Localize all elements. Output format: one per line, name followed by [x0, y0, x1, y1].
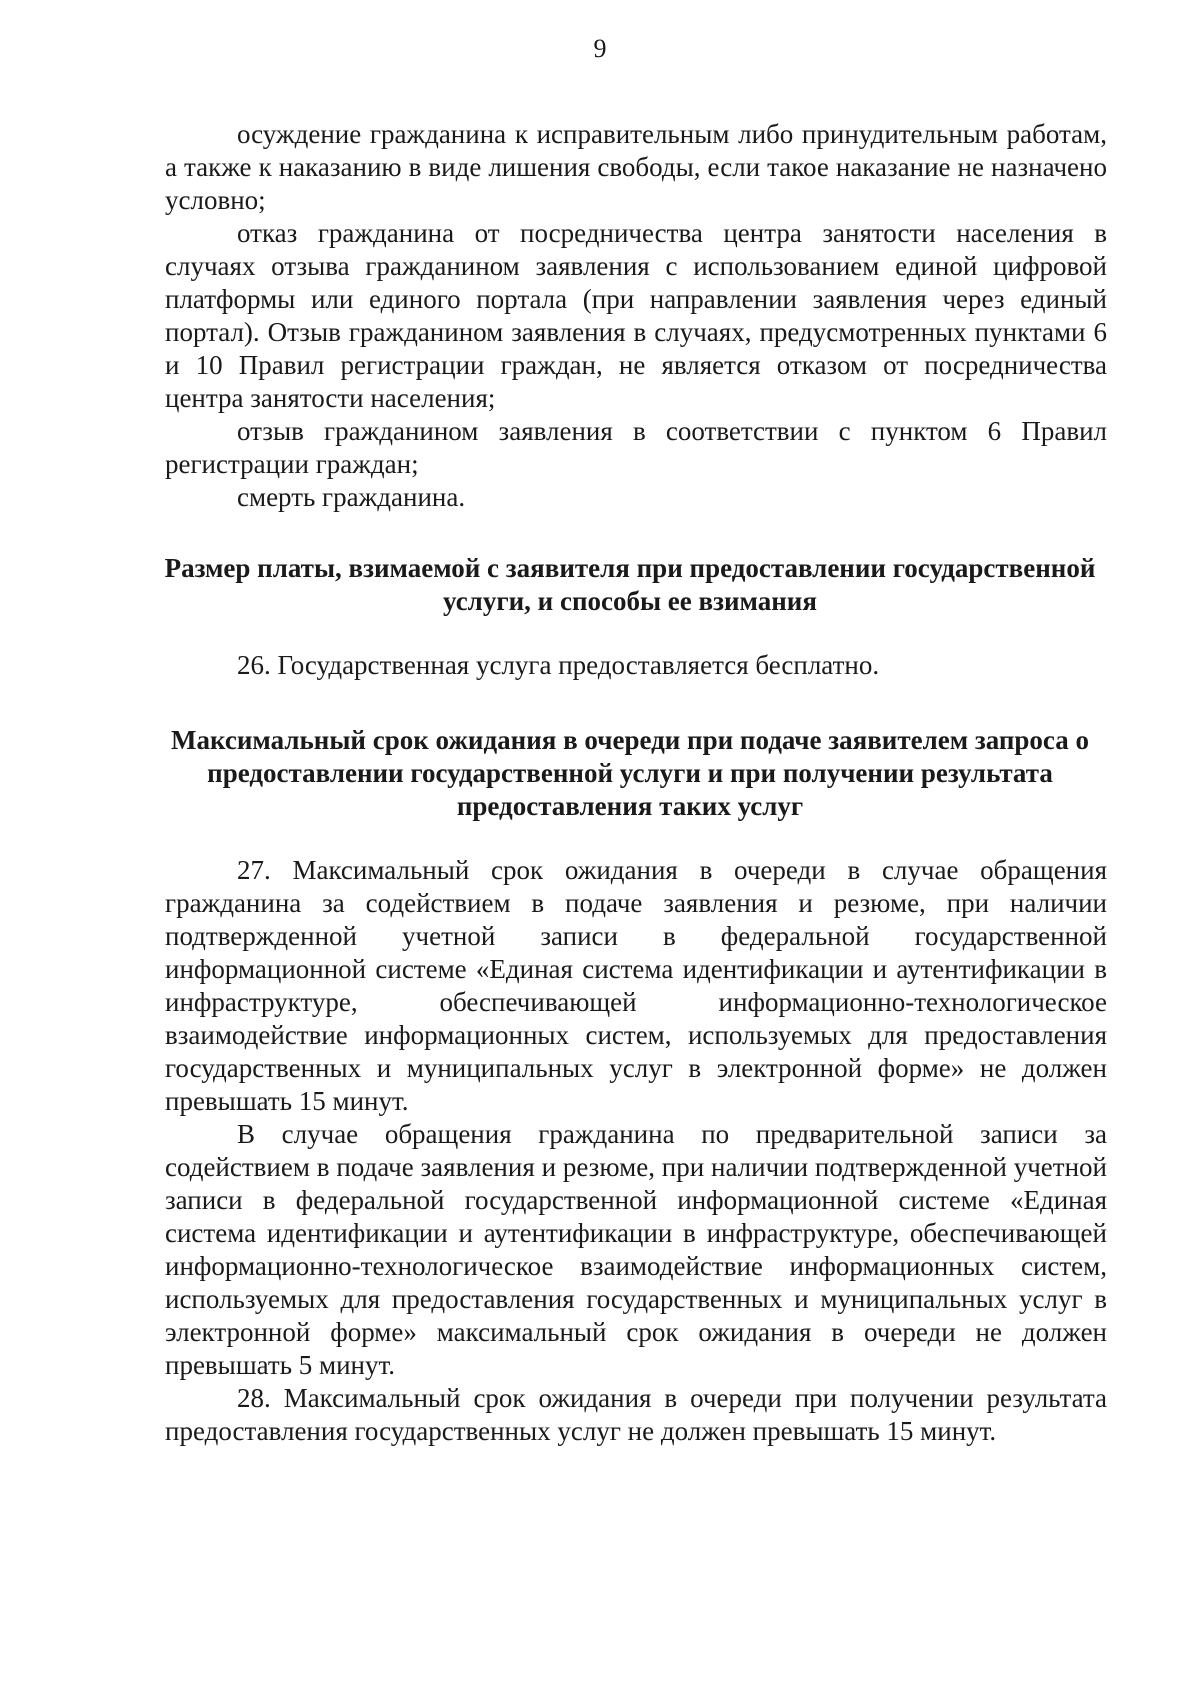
text-block-grounds — [165, 118, 1107, 514]
paragraph-death: смерть гражданина. — [237, 482, 466, 512]
paragraph-26: 26. Государственная услуга предоставляется бесплатно. — [237, 650, 880, 680]
paragraph-conviction: осуждение гражданина к исправительным либо принудительным работам, а также к наказанию в виде лишения свободы, если такое наказание не назначено условно; — [165, 119, 1107, 215]
text-block-queue — [165, 854, 1107, 1448]
section-heading-queue: Максимальный срок ожидания в очереди при подаче заявителем запроса о предоставлении государственной услуги и при получении результата предоставления таких услуг — [170, 725, 1089, 821]
paragraph-refusal: отказ гражданина от посредничества центра занятости населения в случаях отзыва гражданином заявления с использованием единой цифровой платформы или единого портала (при направлении заявления через единый портал). Отзыв гражданином заявления в случаях, предусмотренных пунктами 6 и 10 Правил регистрации граждан, не является отказом от посредничества центра занятости населения; — [165, 218, 1107, 413]
paragraph-27-appointment: В случае обращения гражданина по предварительной записи за содействием в подаче заявления и резюме, при наличии подтвержденной учетной записи в федеральной государственной информационной системе «Единая система идентификации и аутентификации в инфраструктуре, обеспечивающей информационно-технологическое взаимодействие информационных систем, используемых для предоставления государственных и муниципальных услуг в электронной форме» максимальный срок ожидания в очереди не должен превышать 5 минут. — [165, 1119, 1107, 1380]
text-block-fee — [165, 649, 1107, 682]
paragraph-withdrawal: отзыв гражданином заявления в соответствии с пунктом 6 Правил регистрации граждан; — [165, 416, 1107, 479]
page-number: 9 — [593, 34, 607, 63]
paragraph-28: 28. Максимальный срок ожидания в очереди при получении результата предоставления государственных услуг не должен превышать 15 минут. — [165, 1383, 1107, 1446]
paragraph-27: 27. Максимальный срок ожидания в очереди в случае обращения гражданина за содействием в подаче заявления и резюме, при наличии подтвержденной учетной записи в федеральной государственной информационной системе «Единая система идентификации и аутентификации в инфраструктуре, обеспечивающей информационно-технологическое взаимодействие информационных систем, используемых для предоставления государственных и муниципальных услуг в электронной форме» не должен превышать 15 минут. — [165, 855, 1107, 1116]
section-heading-fee: Размер платы, взимаемой с заявителя при предоставлении государственной услуги, и способы ее взимания — [164, 553, 1096, 616]
